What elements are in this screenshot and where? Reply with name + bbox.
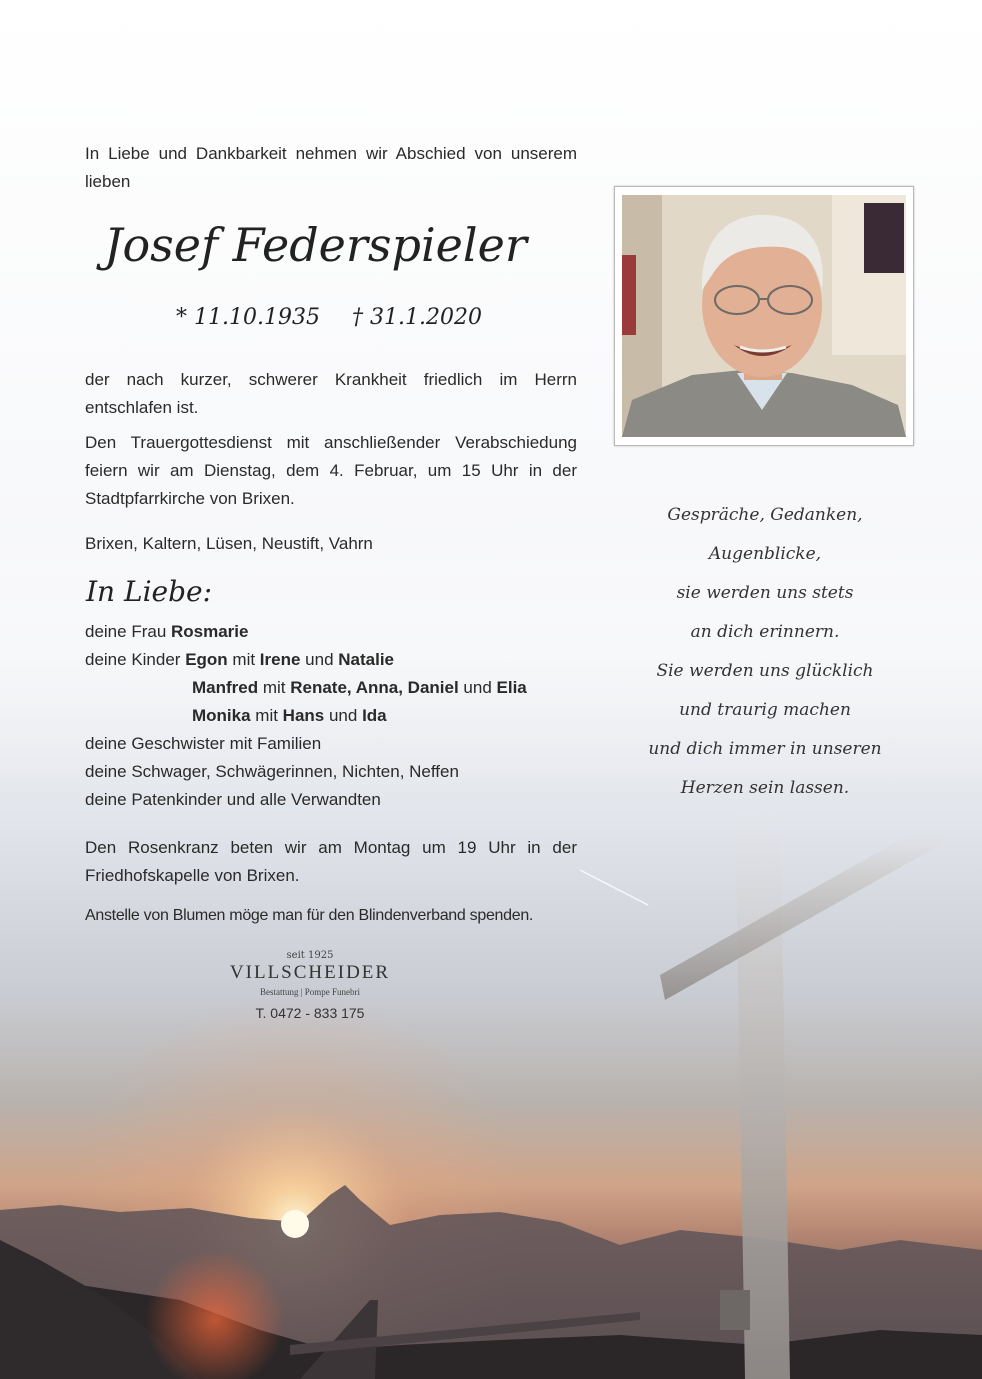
birth-date: * 11.10.1935 — [176, 305, 320, 330]
deceased-name: Josef Federspieler — [104, 218, 527, 272]
undertaker-name: VILLSCHEIDER — [229, 962, 391, 983]
death-date: † 31.1.2020 — [352, 305, 482, 330]
passing-text: der nach kurzer, schwerer Krankheit friedlich im Herrn entschlafen ist. — [85, 370, 577, 417]
poem-line: und dich immer in unseren — [648, 739, 882, 759]
poem-line: und traurig machen — [679, 700, 851, 720]
places-text: Brixen, Kaltern, Lüsen, Neustift, Vahrn — [85, 534, 373, 553]
poem-line: Augenblicke, — [708, 544, 822, 564]
undertaker-block — [190, 950, 430, 1021]
family-line-wife: deine Frau Rosmarie — [85, 622, 249, 641]
family-line-children: deine Kinder Egon mit Irene und Natalie — [85, 650, 394, 669]
family-line-manfred: Manfred mit Renate, Anna, Daniel und Elia — [192, 678, 527, 697]
family-list — [85, 618, 585, 814]
rosary-text: Den Rosenkranz beten wir am Montag um 19 Uhr in der Friedhofskapelle von Brixen. — [85, 838, 577, 885]
portrait-photo — [622, 195, 906, 437]
poem-line: Herzen sein lassen. — [680, 778, 850, 798]
poem-line: Sie werden uns glücklich — [656, 661, 874, 681]
poem-line: Gespräche, Gedanken, — [667, 505, 863, 525]
in-liebe-heading: In Liebe: — [86, 575, 213, 608]
undertaker-phone: T. 0472 - 833 175 — [255, 1005, 365, 1021]
family-line-godchildren: deine Patenkinder und alle Verwandten — [85, 790, 381, 809]
intro-text: In Liebe und Dankbarkeit nehmen wir Abschied von unserem lieben — [85, 144, 577, 191]
family-line-monika: Monika mit Hans und Ida — [192, 706, 387, 725]
poem-line: an dich erinnern. — [690, 622, 840, 642]
undertaker-subtitle: Bestattung | Pompe Funebri — [259, 987, 361, 997]
undertaker-since: seit 1925 — [286, 950, 334, 961]
poem — [620, 496, 910, 808]
family-line-in-laws: deine Schwager, Schwägerinnen, Nichten, Neffen — [85, 762, 459, 781]
poem-line: sie werden uns stets — [676, 583, 854, 603]
funeral-service-text: Den Trauergottesdienst mit anschließender Verabschiedung feiern wir am Dienstag, dem 4. Februar, um 15 Uhr in der Stadtpfarrkirche von Brixen. — [85, 433, 577, 508]
family-line-siblings: deine Geschwister mit Familien — [85, 734, 322, 753]
donation-text: Anstelle von Blumen möge man für den Blindenverband spenden. — [85, 907, 534, 924]
portrait-photo-frame — [614, 186, 914, 446]
